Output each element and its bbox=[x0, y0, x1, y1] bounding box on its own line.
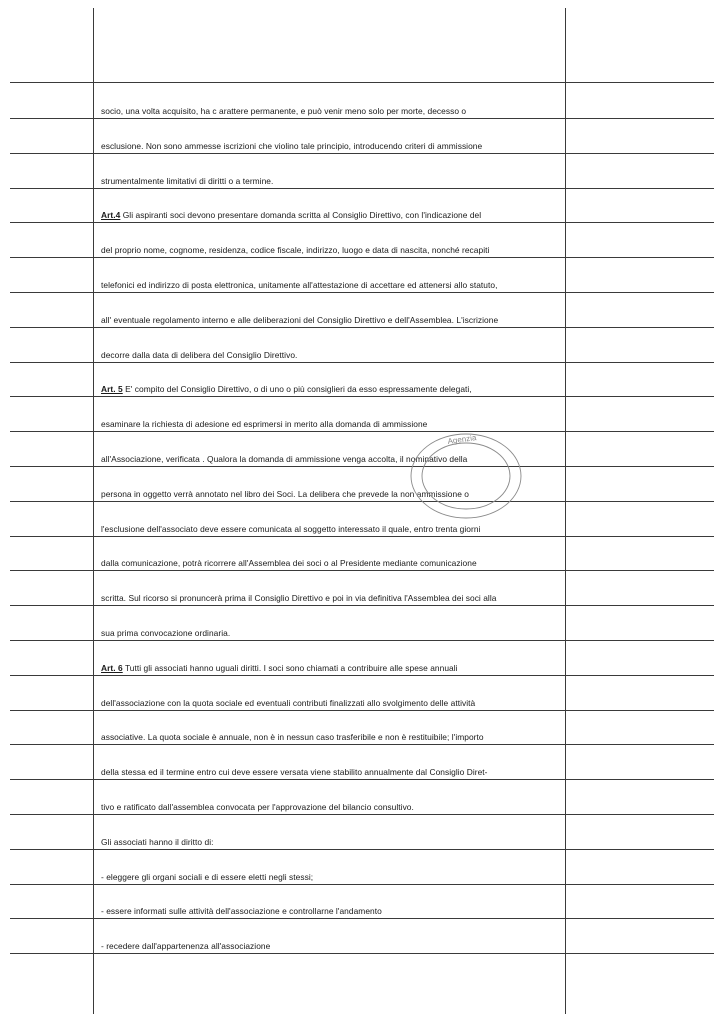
line-text: all' eventuale regolamento interno e alle deliberazioni del Consiglio Direttivo e dell'Assemblea. L'iscrizione bbox=[101, 315, 499, 325]
line-text: Tutti gli associati hanno uguali diritti. I soci sono chiamati a contribuire alle spese annuali bbox=[122, 663, 458, 673]
text-line bbox=[101, 176, 567, 187]
text-line bbox=[101, 593, 567, 604]
line-text: l'esclusione dell'associato deve essere comunicata al soggetto interessato il quale, entro trenta giorni bbox=[101, 524, 481, 534]
text-line bbox=[101, 524, 567, 535]
text-line bbox=[101, 210, 567, 221]
line-text: esaminare la richiesta di adesione ed esprimersi in merito alla domanda di ammissione bbox=[101, 419, 428, 429]
text-line bbox=[101, 350, 567, 361]
ruled-line bbox=[10, 710, 714, 711]
ruled-line bbox=[10, 779, 714, 780]
article-heading: Art. 5 bbox=[101, 384, 123, 394]
ruled-line bbox=[10, 118, 714, 119]
line-text: telefonici ed indirizzo di posta elettronica, unitamente all'attestazione di accettare ed attenersi allo statuto, bbox=[101, 280, 498, 290]
line-text: - recedere dall'appartenenza all'associazione bbox=[101, 941, 271, 951]
ruled-line bbox=[10, 431, 714, 432]
text-line bbox=[101, 245, 567, 256]
text-line bbox=[101, 141, 567, 152]
line-text: all'Associazione, verificata . Qualora la domanda di ammissione venga accolta, il nominativo della bbox=[101, 454, 468, 464]
ruled-line bbox=[10, 188, 714, 189]
text-line bbox=[101, 698, 567, 709]
text-line bbox=[101, 280, 567, 291]
text-line bbox=[101, 315, 567, 326]
ruled-line bbox=[10, 257, 714, 258]
ruled-line bbox=[10, 849, 714, 850]
ruled-line bbox=[10, 327, 714, 328]
article-heading: Art.4 bbox=[101, 210, 121, 220]
text-line bbox=[101, 941, 567, 952]
ruled-line bbox=[10, 466, 714, 467]
text-line bbox=[101, 732, 567, 743]
line-text: persona in oggetto verrà annotato nel libro dei Soci. La delibera che prevede la non ammissione o bbox=[101, 489, 469, 499]
line-text: - essere informati sulle attività dell'associazione e controllarne l'andamento bbox=[101, 906, 382, 916]
line-text: strumentalmente limitativi di diritti o a termine. bbox=[101, 176, 274, 186]
ruled-line bbox=[10, 918, 714, 919]
line-text: - eleggere gli organi sociali e di essere eletti negli stessi; bbox=[101, 872, 314, 882]
line-text: sua prima convocazione ordinaria. bbox=[101, 628, 231, 638]
ruled-line bbox=[10, 396, 714, 397]
text-line bbox=[101, 837, 567, 848]
ruled-line bbox=[10, 82, 714, 83]
text-line bbox=[101, 767, 567, 778]
line-text: Gli associati hanno il diritto di: bbox=[101, 837, 214, 847]
line-text: della stessa ed il termine entro cui deve essere versata viene stabilito annualmente dal Consiglio Diret- bbox=[101, 767, 488, 777]
right-margin-rule bbox=[565, 8, 566, 1014]
line-text: Gli aspiranti soci devono presentare domanda scritta al Consiglio Direttivo, con l'indicazione del bbox=[120, 210, 482, 220]
ruled-line bbox=[10, 953, 714, 954]
line-text: dalla comunicazione, potrà ricorrere all'Assemblea dei soci o al Presidente mediante comunicazione bbox=[101, 558, 477, 568]
text-line bbox=[101, 558, 567, 569]
ruled-line bbox=[10, 153, 714, 154]
line-text: associative. La quota sociale è annuale, non è in nessun caso trasferibile e non è restituibile; l'importo bbox=[101, 732, 484, 742]
line-text: E' compito del Consiglio Direttivo, o di uno o più consiglieri da esso espressamente delegati, bbox=[122, 384, 472, 394]
ruled-line bbox=[10, 570, 714, 571]
text-line bbox=[101, 872, 567, 883]
line-text: decorre dalla data di delibera del Consiglio Direttivo. bbox=[101, 350, 298, 360]
text-line bbox=[101, 802, 567, 813]
ruled-line bbox=[10, 814, 714, 815]
ruled-line bbox=[10, 536, 714, 537]
text-line bbox=[101, 628, 567, 639]
text-line bbox=[101, 384, 567, 395]
ruled-line bbox=[10, 605, 714, 606]
text-line bbox=[101, 663, 567, 674]
ruled-line bbox=[10, 675, 714, 676]
line-text: tivo e ratificato dall'assemblea convocata per l'approvazione del bilancio consultivo. bbox=[101, 802, 414, 812]
text-line bbox=[101, 906, 567, 917]
article-heading: Art. 6 bbox=[101, 663, 123, 673]
text-line bbox=[101, 106, 567, 117]
ruled-line bbox=[10, 292, 714, 293]
stamp-text: Agenzia bbox=[447, 433, 477, 446]
left-margin-rule bbox=[93, 8, 94, 1014]
line-text: dell'associazione con la quota sociale ed eventuali contributi finalizzati allo svolgimento delle attività bbox=[101, 698, 476, 708]
line-text: socio, una volta acquisito, ha c arattere permanente, e può venir meno solo per morte, decesso o bbox=[101, 106, 467, 116]
ruled-line bbox=[10, 884, 714, 885]
line-text: scritta. Sul ricorso si pronuncerà prima il Consiglio Direttivo e poi in via definitiva l'Assemblea dei soci alla bbox=[101, 593, 497, 603]
ruled-line bbox=[10, 744, 714, 745]
ruled-line bbox=[10, 362, 714, 363]
agency-stamp bbox=[396, 424, 536, 524]
line-text: esclusione. Non sono ammesse iscrizioni che violino tale principio, introducendo criteri di ammissione bbox=[101, 141, 483, 151]
line-text: del proprio nome, cognome, residenza, codice fiscale, indirizzo, luogo e data di nascita, nonché recapiti bbox=[101, 245, 490, 255]
ruled-line bbox=[10, 222, 714, 223]
ruled-line bbox=[10, 501, 714, 502]
ruled-line bbox=[10, 640, 714, 641]
